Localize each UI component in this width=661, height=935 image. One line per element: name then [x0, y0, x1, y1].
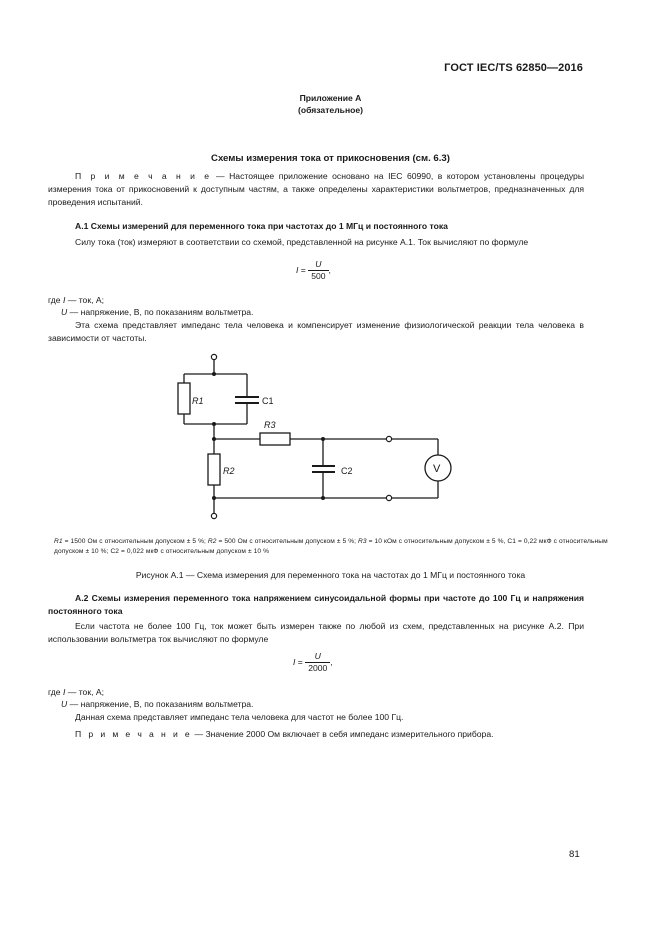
value-r2-name: R2: [207, 538, 217, 545]
annex-title: Приложение А: [299, 93, 362, 103]
formula-denominator: 500: [311, 271, 326, 281]
value-r3-name: R3: [358, 538, 367, 545]
value-r1-name: R1: [54, 538, 63, 545]
where-line-1: [48, 686, 104, 699]
section-a1-title: А.1 Схемы измерений для переменного тока при частотах до 1 МГц и постоянного тока: [75, 221, 448, 231]
terminal-top: [211, 354, 216, 359]
resistor-r3: [260, 433, 290, 445]
annex-subtitle: (обязательное): [297, 105, 364, 115]
where-text: — напряжение, В, по показаниям вольтметра.: [67, 699, 254, 709]
circuit-diagram: [160, 350, 460, 525]
formula-eq: =: [298, 264, 309, 275]
where-prefix: где: [48, 295, 63, 305]
where-var: U: [61, 699, 68, 709]
formula-fraction: [308, 259, 328, 282]
note-paragraph: [48, 170, 584, 209]
where-line-2: [61, 698, 253, 711]
formula-numerator: U: [308, 259, 328, 271]
where-line-1: [48, 294, 104, 307]
label-c1: C1: [262, 396, 274, 406]
section-a2-paragraph-2: Данная схема представляет импеданс тела человека для частот не более 100 Гц.: [75, 712, 404, 722]
formula-tail: ,: [330, 656, 333, 667]
formula-lhs: I: [296, 264, 299, 275]
resistor-r1: [178, 383, 190, 414]
formula-denominator: 2000: [308, 663, 328, 673]
label-r3: R3: [264, 420, 276, 430]
note-paragraph-2: [48, 728, 584, 741]
junction-dot: [212, 372, 216, 376]
label-voltmeter: V: [433, 463, 441, 475]
section-a2-paragraph: Если частота не более 100 Гц, ток может быть измерен также по любой из схем, представленных на рисунке А.2. При использовании вольтметра ток вычисляют по формуле: [48, 621, 584, 644]
formula-a2: [293, 651, 333, 674]
junction-dot: [212, 437, 216, 441]
where-prefix: где: [48, 687, 63, 697]
note-text: — Значение 2000 Ом включает в себя импеданс измерительного прибора.: [192, 729, 494, 739]
where-var: I: [62, 295, 66, 305]
label-r2: R2: [223, 466, 235, 476]
formula-eq: =: [295, 656, 306, 667]
section-a1-paragraph-2: Эта схема представляет импеданс тела человека и компенсирует изменение физиологической реакции тела человека в зависимости от частоты.: [48, 320, 584, 343]
section-a2-title: А.2 Схемы измерения переменного тока напряжением синусоидальной формы при частоте до 100 Гц и напряжения постоянного тока: [48, 593, 584, 616]
figure-component-values: [54, 537, 614, 557]
terminal-meter-top: [386, 436, 391, 441]
where-var: I: [62, 687, 66, 697]
figure-caption: Рисунок А.1 — Схема измерения для переменного тока на частотах до 1 МГц и постоянного тока: [135, 570, 526, 580]
where-text: — напряжение, В, по показаниям вольтметра.: [67, 307, 254, 317]
value-r2-text: = 500 Ом с относительным допуском ± 5 %;: [216, 538, 359, 545]
document-id: ГОСТ IEC/TS 62850—2016: [444, 62, 583, 74]
junction-dot: [212, 422, 216, 426]
label-c2: C2: [341, 466, 353, 476]
formula-numerator: U: [305, 651, 330, 663]
terminal-bottom: [211, 513, 216, 518]
formula-lhs: I: [293, 656, 296, 667]
terminal-meter-bottom: [386, 495, 391, 500]
note-text: — Настоящее приложение основано на IEC 60990, в котором установлены процедуры измерения тока от прикосновений к доступным частям, а также определены характеристики вольтметров, предназначенных для проведения испытаний.: [48, 171, 584, 207]
junction-dot: [321, 437, 325, 441]
label-r1: R1: [192, 396, 204, 406]
formula-tail: ,: [328, 264, 331, 275]
junction-dot: [212, 496, 216, 500]
resistor-r2: [208, 454, 220, 485]
section-a1-paragraph: Силу тока (ток) измеряют в соответствии со схемой, представленной на рисунке А.1. Ток вычисляют по формуле: [75, 237, 529, 247]
note-label: П р и м е ч а н и е: [75, 171, 212, 181]
formula-a1: [296, 259, 331, 282]
where-text: — ток, А;: [65, 687, 104, 697]
junction-dot: [321, 496, 325, 500]
where-var: U: [61, 307, 68, 317]
main-title: Схемы измерения тока от прикосновения (см. 6.3): [211, 153, 450, 164]
value-r3-text: = 10 кОм с относительным допуском ± 5 %, C1 = 0,22 мкФ с относительным допуском ± 10 %; C2 = 0,022 мкФ с относительным допуском ± 10 %: [54, 538, 608, 555]
value-r1-text: = 1500 Ом с относительным допуском ± 5 %;: [62, 538, 208, 545]
note-label: П р и м е ч а н и е: [75, 729, 193, 739]
page-number: 81: [569, 849, 580, 860]
where-text: — ток, А;: [65, 295, 104, 305]
where-line-2: [61, 306, 253, 319]
formula-fraction: [305, 651, 333, 674]
